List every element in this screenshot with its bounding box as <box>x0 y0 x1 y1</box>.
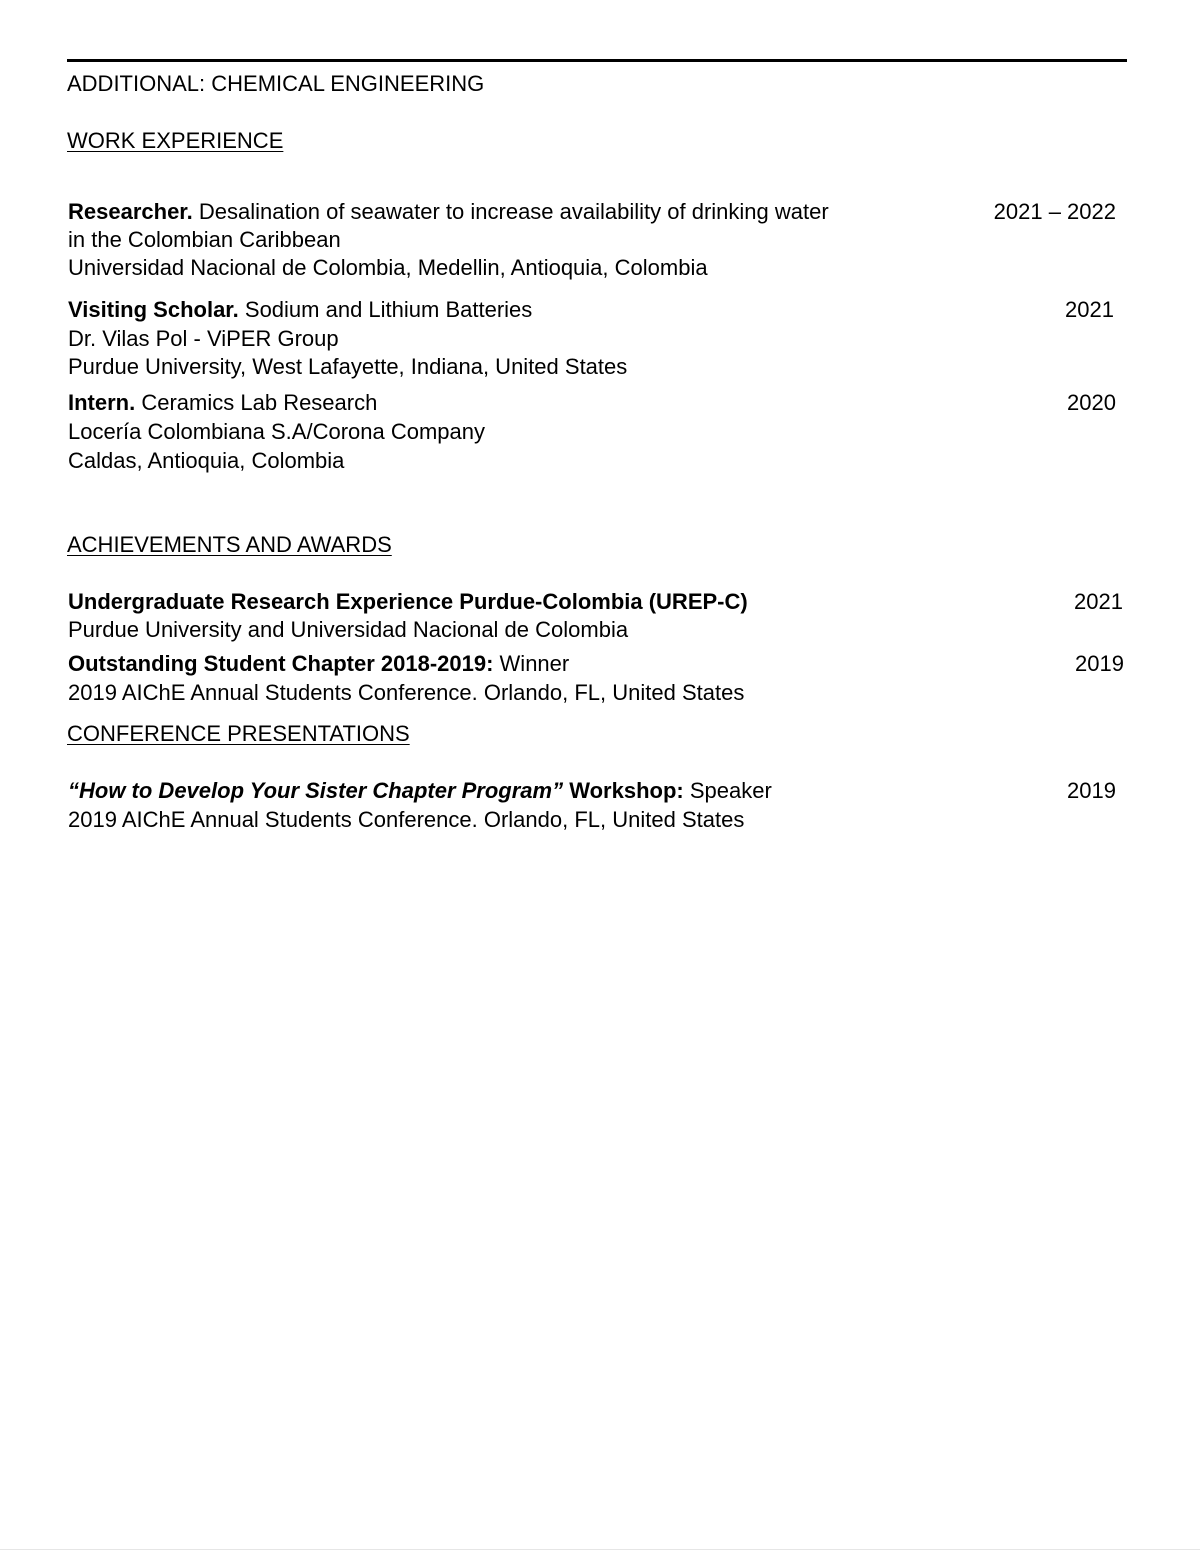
top-divider <box>67 59 1127 62</box>
entry-institution: Purdue University, West Lafayette, Indiana, United States <box>68 354 628 379</box>
award-year: 2021 <box>1074 589 1123 614</box>
entry-role: Intern. <box>68 390 136 415</box>
entry-role: Researcher. <box>68 199 193 224</box>
page-bottom-edge <box>0 1549 1200 1550</box>
entry-year: 2021 – 2022 <box>993 199 1116 224</box>
talk-role: Speaker <box>689 778 772 803</box>
page-title: ADDITIONAL: CHEMICAL ENGINEERING <box>67 71 485 96</box>
award-detail: 2019 AIChE Annual Students Conference. Orlando, FL, United States <box>68 680 745 705</box>
award-detail: Purdue University and Universidad Nacional de Colombia <box>68 617 629 642</box>
section-heading-awards: ACHIEVEMENTS AND AWARDS <box>67 532 392 557</box>
entry-description: Desalination of seawater to increase availability of drinking water <box>198 199 829 224</box>
entry-group: Dr. Vilas Pol - ViPER Group <box>68 326 339 351</box>
entry-location: Caldas, Antioquia, Colombia <box>68 448 345 473</box>
conference-headline <box>68 777 772 805</box>
award-headline <box>68 650 569 678</box>
entry-year: 2020 <box>1067 390 1116 415</box>
entry-description-cont: in the Colombian Caribbean <box>68 227 341 252</box>
entry-role: Visiting Scholar. <box>68 297 239 322</box>
section-heading-work: WORK EXPERIENCE <box>67 128 284 153</box>
conference-detail: 2019 AIChE Annual Students Conference. Orlando, FL, United States <box>68 807 745 832</box>
entry-headline <box>68 296 532 324</box>
entry-year: 2021 <box>1065 297 1114 322</box>
award-year: 2019 <box>1075 651 1124 676</box>
talk-title: “How to Develop Your Sister Chapter Program” <box>68 778 564 803</box>
entry-company: Locería Colombiana S.A/Corona Company <box>68 419 486 444</box>
entry-description: Ceramics Lab Research <box>141 390 378 415</box>
entry-institution: Universidad Nacional de Colombia, Medellin, Antioquia, Colombia <box>68 255 708 280</box>
award-title: Undergraduate Research Experience Purdue-Colombia (UREP-C) <box>68 589 748 614</box>
conference-year: 2019 <box>1067 778 1116 803</box>
award-title: Outstanding Student Chapter 2018-2019: <box>68 651 494 676</box>
talk-type: Workshop: <box>569 778 684 803</box>
entry-headline <box>68 389 377 417</box>
section-heading-conferences: CONFERENCE PRESENTATIONS <box>67 721 410 746</box>
entry-description: Sodium and Lithium Batteries <box>244 297 533 322</box>
award-result: Winner <box>499 651 570 676</box>
entry-headline <box>68 198 829 226</box>
